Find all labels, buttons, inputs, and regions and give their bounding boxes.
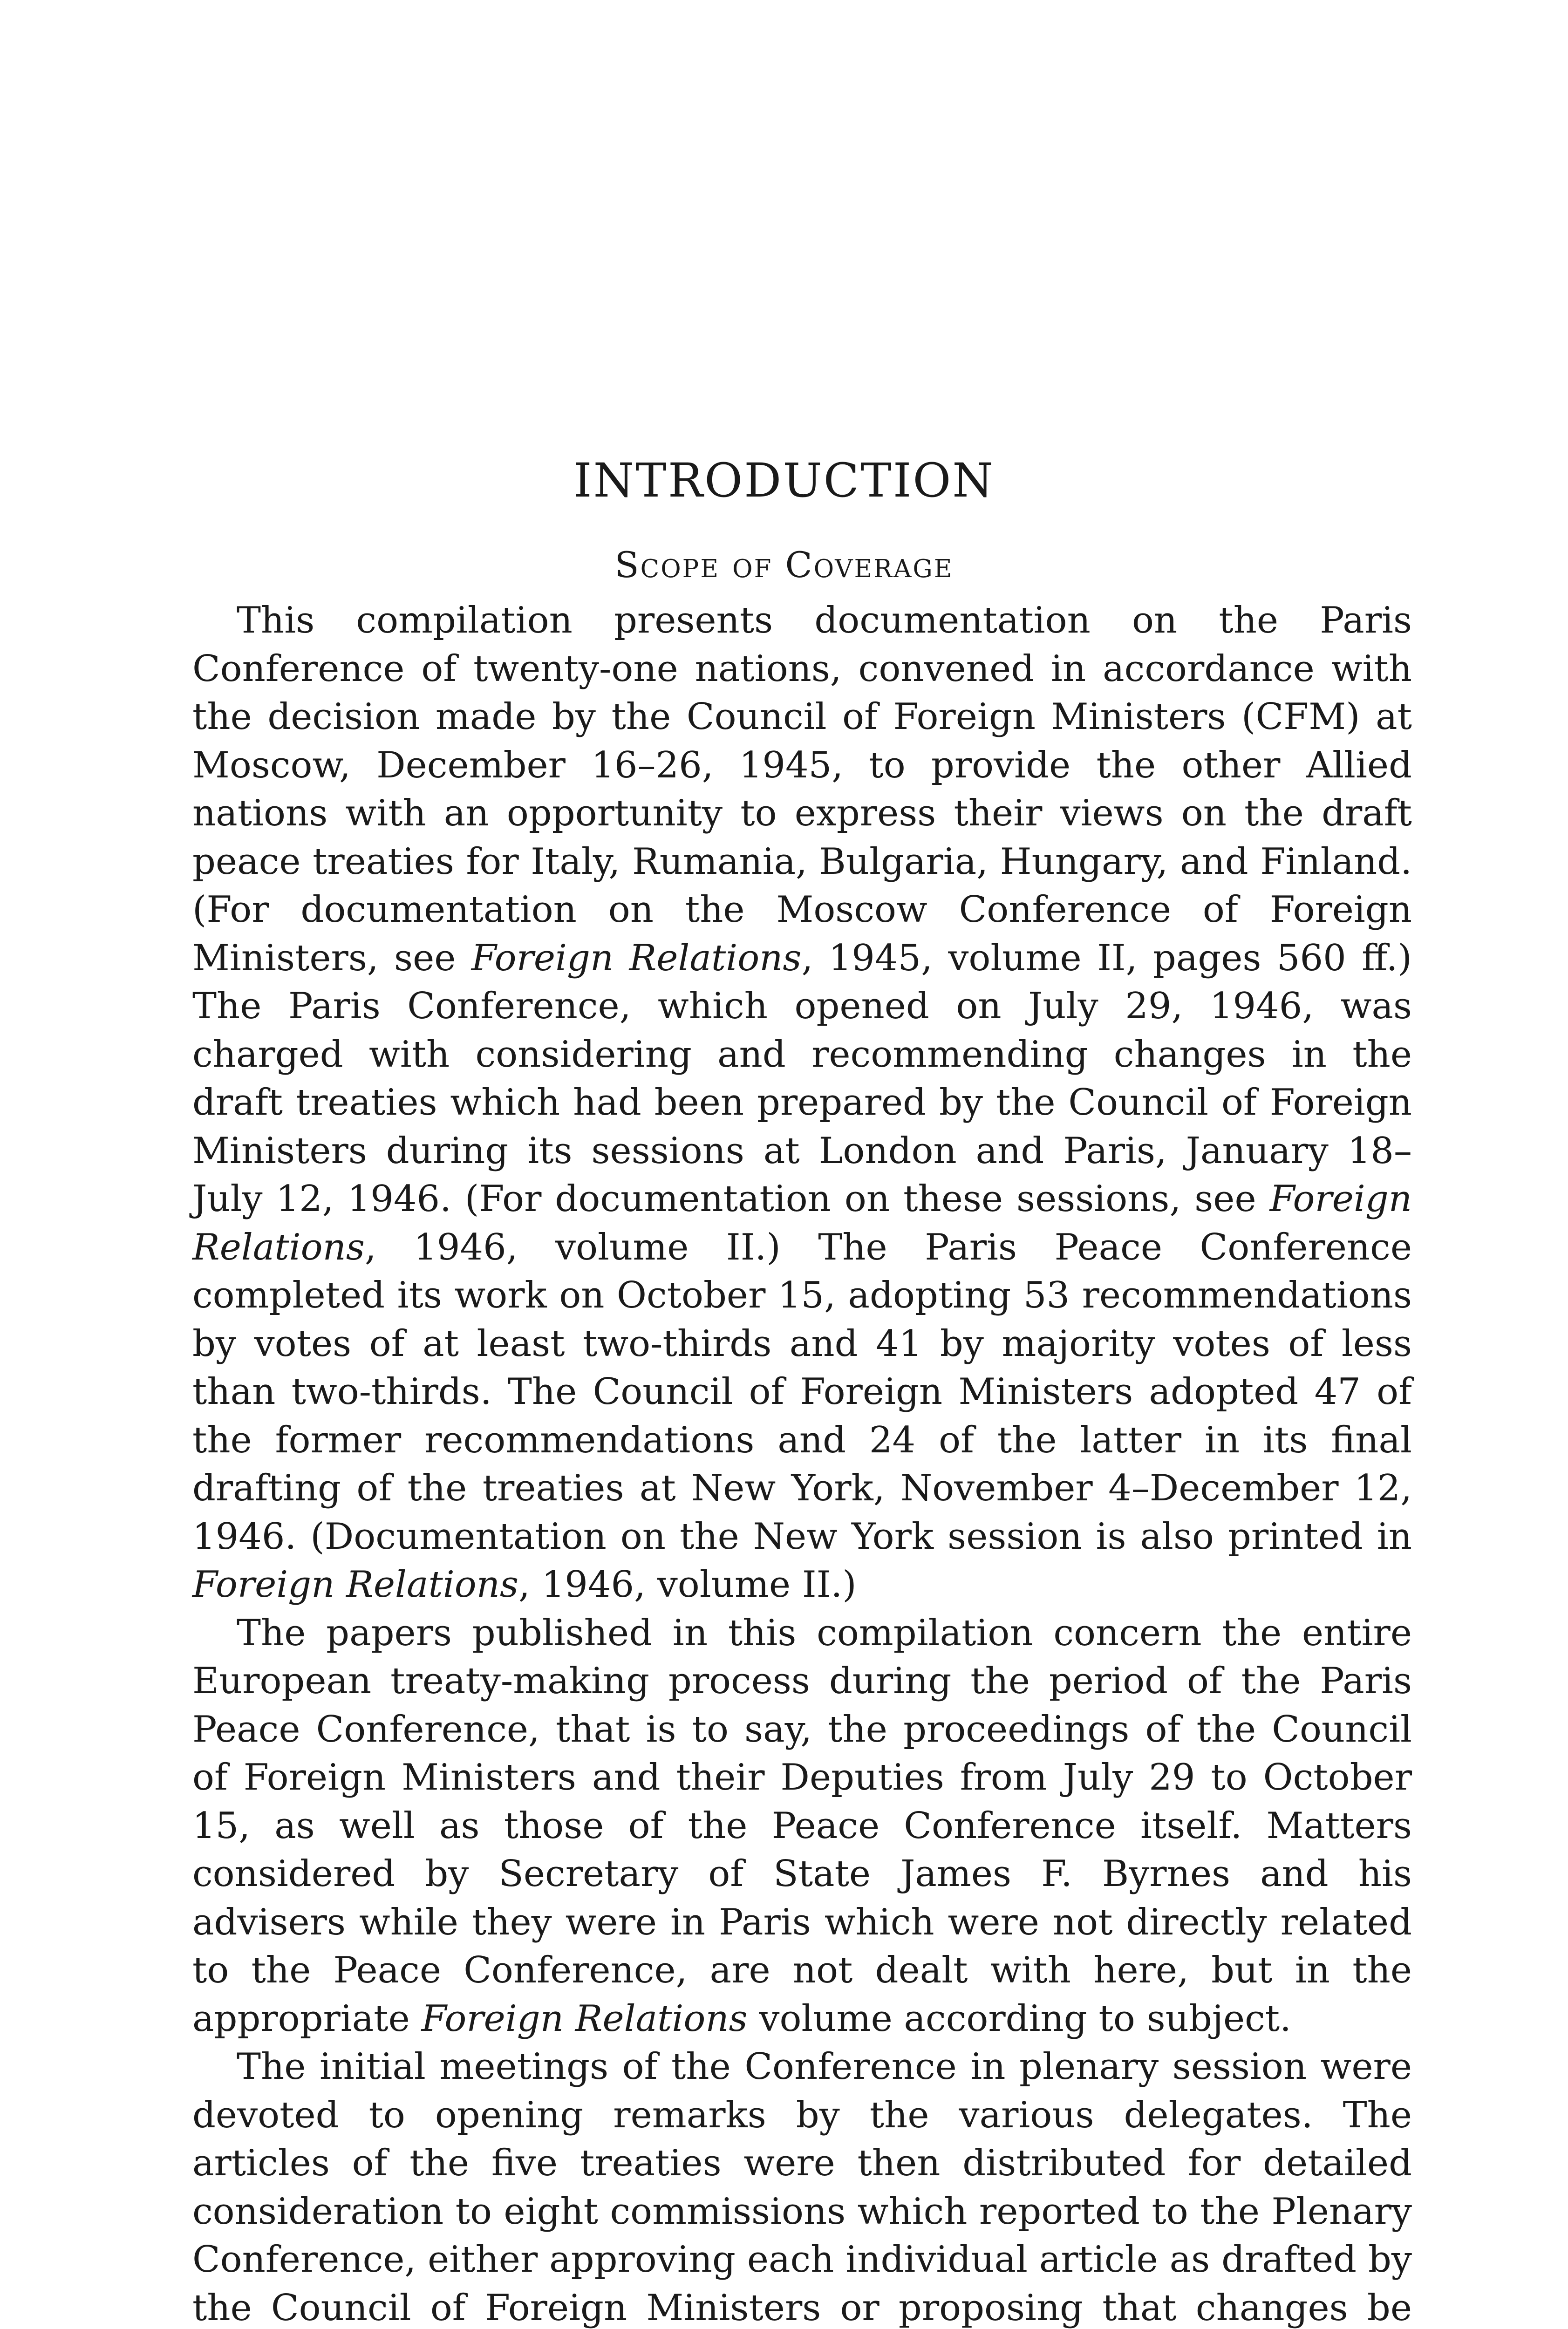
- text-run: The initial meetings of the Conference in plenary session were devoted to opening remarks by the various delegates. The articles of the five treaties were then distributed for detailed consideration to eight commissions which reported to the Plenary Conference, either approving each individual article as drafted by the Council of Foreign Ministers or proposing that changes be: [192, 2046, 1412, 2329]
- italic-citation: Foreign Relations: [192, 1564, 519, 1606]
- text-run: volume according to subject.: [747, 1997, 1291, 2040]
- body-text: [192, 597, 1412, 2329]
- text-run: The papers published in this compilation concern the entire European treaty-making process during the period of the Paris Peace Conference, that is to say, the proceedings of the Council of Foreign Ministers and their Deputies from July 29 to October 15, as well as those of the Peace Conference itself. Matters considered by Secretary of State James F. Byrnes and his advisers while they were in Paris which were not directly related to the Peace Conference, are not dealt with here, but in the appropriate: [192, 1612, 1412, 2040]
- text-run: , 1946, volume II.): [518, 1564, 857, 1606]
- italic-citation: Foreign Relations: [471, 937, 802, 979]
- italic-citation: Foreign Relations: [421, 1997, 748, 2040]
- italic-citation: Foreign Relations: [192, 1178, 1412, 1268]
- paragraph: [192, 1609, 1412, 2043]
- text-run: , 1946, volume II.) The Paris Peace Conference completed its work on October 15, adopting 53 recommendations by votes of at least two-thirds and 41 by majority votes of less than two-thirds. The Council of Foreign Ministers adopted 47 of the former recommendations and 24 of the latter in its final drafting of the treaties at New York, November 4–December 12, 1946. (Documentation on the New York session is also printed in: [192, 1226, 1412, 1558]
- text-run: , 1945, volume II, pages 560 ff.) The Paris Conference, which opened on July 29, 1946, was charged with considering and recommending changes in the draft treaties which had been prepared by the Council of Foreign Ministers during its sessions at London and Paris, January 18–July 12, 1946. (For documentation on these sessions, see: [192, 937, 1412, 1220]
- page-title: INTRODUCTION: [573, 453, 995, 508]
- paragraph: [192, 597, 1412, 1609]
- text-run: This compilation presents documentation on the Paris Conference of twenty-one nations, convened in accordance with the decision made by the Council of Foreign Ministers (CFM) at Moscow, December 16–26, 1945, to provide the other Allied nations with an opportunity to express their views on the draft peace treaties for Italy, Rumania, Bulgaria, Hungary, and Finland. (For documentation on the Moscow Conference of Foreign Ministers, see: [192, 599, 1412, 979]
- section-heading: Scope of Coverage: [614, 544, 954, 586]
- paragraph: [192, 2043, 1412, 2329]
